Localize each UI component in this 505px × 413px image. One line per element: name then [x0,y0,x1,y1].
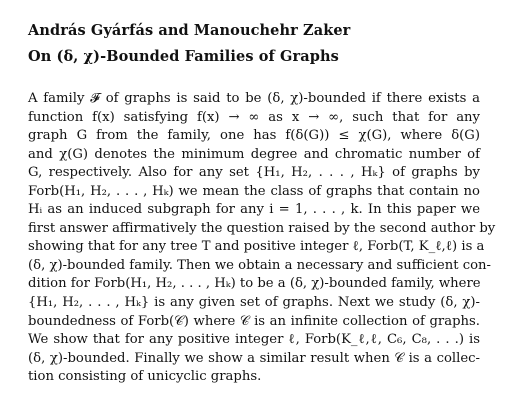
abstract-line: graph G from the family, one has f(δ(G)) ≤ χ(G), where δ(G) [28,128,480,144]
abstract-line: (δ, χ)-bounded. Finally we show a similar result when 𝒞 is a collec- [28,350,480,366]
abstract-paragraph [28,90,496,387]
abstract-line: showing that for any tree T and positive integer ℓ, Forb(T, K_ℓ,ℓ) is a [28,239,485,255]
abstract-line: G, respectively. Also for any set {H₁, H₂, . . . , Hₖ} of graphs by [28,165,480,181]
abstract-line: {H₁, H₂, . . . , Hₖ} is any given set of graphs. Next we study (δ, χ)- [28,295,480,311]
abstract-line: A family 𝓕 of graphs is said to be (δ, χ)-bounded if there exists a [28,91,480,106]
paper-title: On (δ, χ)-Bounded Families of Graphs [28,48,339,65]
abstract-line: We show that for any positive integer ℓ, Forb(K_ℓ,ℓ, C₆, C₈, . . .) is [28,332,480,348]
authors-heading: András Gyárfás and Manouchehr Zaker [28,22,351,39]
abstract-line: function f(x) satisfying f(x) → ∞ as x → ∞, such that for any [28,109,480,125]
abstract-line: boundedness of Forb(𝒞) where 𝒞 is an infinite collection of graphs. [28,313,480,329]
abstract-line: Forb(H₁, H₂, . . . , Hₖ) we mean the class of graphs that contain no [28,183,480,199]
abstract-line: tion consisting of unicyclic graphs. [28,369,262,385]
abstract-line: and χ(G) denotes the minimum degree and chromatic number of [28,146,480,162]
abstract-line: first answer affirmatively the question raised by the second author by [28,220,496,236]
abstract-line: Hᵢ as an induced subgraph for any i = 1, . . . , k. In this paper we [28,202,480,218]
document-page [28,20,496,387]
abstract-line: dition for Forb(H₁, H₂, . . . , Hₖ) to be a (δ, χ)-bounded family, where [28,276,481,292]
abstract-line: (δ, χ)-bounded family. Then we obtain a necessary and sufficient con- [28,257,491,273]
